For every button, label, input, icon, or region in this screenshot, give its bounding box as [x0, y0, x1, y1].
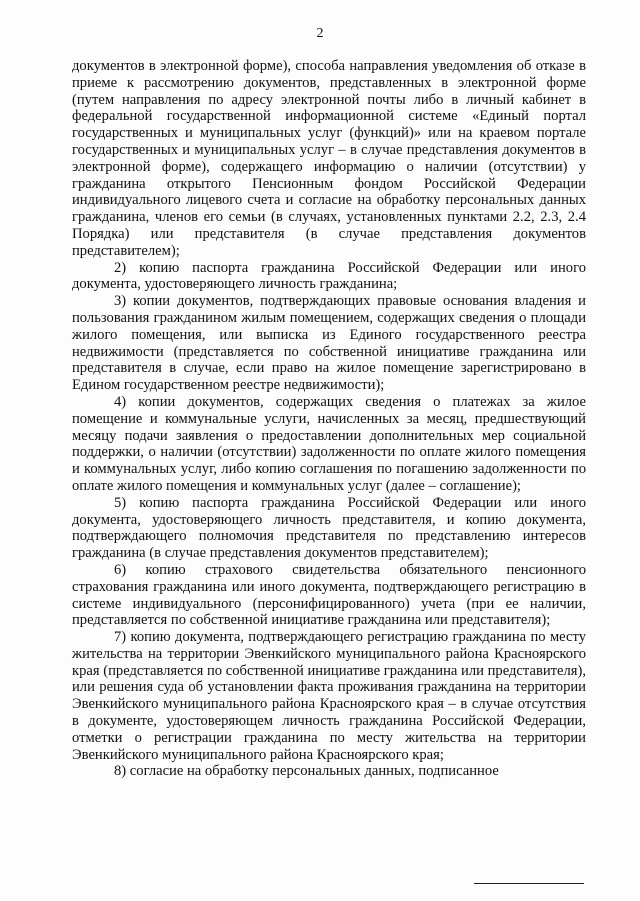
paragraph-item-2: 2) копию паспорта гражданина Российской Федерации или иного документа, удостоверяющего личность гражданина;: [72, 259, 586, 293]
page-number: 2: [316, 26, 324, 41]
paragraph-item-3: 3) копии документов, подтверждающих правовые основания владения и пользования гражданином жилым помещением, содержащих сведения о площади жилого помещения, или выписка из Единого государственного реестра недвижимости (представляется по собственной инициативе гражданина или представителя в случае, если право на жилое помещение зарегистрировано в Едином государственном реестре недвижимости);: [72, 293, 586, 394]
document-body: [72, 58, 586, 780]
paragraph-item-7: 7) копию документа, подтверждающего регистрацию гражданина по месту жительства на территории Эвенкийского муниципального района Красноярского края (представляется по собственной инициативе гражданина или представителя), или решения суда об установлении факта проживания гражданина на территории Эвенкийского муниципального района Красноярского края – в случае отсутствия в документе, удостоверяющем личность гражданина Российской Федерации, отметки о регистрации гражданина по месту жительства на территории Эвенкийского муниципального района Красноярского края;: [72, 629, 586, 763]
paragraph-item-4: 4) копии документов, содержащих сведения о платежах за жилое помещение и коммунальные услуги, начисленных за месяц, предшествующий месяцу подачи заявления о предоставлении дополнительных мер социальной поддержки, о наличии (отсутствии) задолженности по оплате жилого помещения и коммунальных услуг, либо копию соглашения по погашению задолженности по оплате жилого помещения и коммунальных услуг (далее – соглашение);: [72, 393, 586, 494]
paragraph-item-5: 5) копию паспорта гражданина Российской Федерации или иного документа, удостоверяющего личность представителя, и копию документа, подтверждающего полномочия представителя по представлению интересов гражданина (в случае представления документов представителем);: [72, 494, 586, 562]
footer-rule: [474, 883, 584, 884]
paragraph-item-6: 6) копию страхового свидетельства обязательного пенсионного страхования гражданина или иного документа, подтверждающего регистрацию в системе индивидуального (персонифицированного) учета (при ее наличии, представляется по собственной инициативе гражданина или представителя);: [72, 561, 586, 629]
paragraph-continuation: документов в электронной форме), способа направления уведомления об отказе в приеме к рассмотрению документов, представленных в электронной форме (путем направления по адресу электронной почты либо в личный кабинет в федеральной государственной информационной системе «Единый портал государственных и муниципальных услуг (функций)» или на краевом портале государственных и муниципальных услуг – в случае представления документов в электронной форме), содержащего информацию о наличии (отсутствии) у гражданина открытого Пенсионным фондом Российской Федерации индивидуального лицевого счета и согласие на обработку персональных данных гражданина, членов его семьи (в случаях, установленных пунктами 2.2, 2.3, 2.4 Порядка) или представителя (в случае представления документов представителем);: [72, 58, 586, 259]
paragraph-item-8: 8) согласие на обработку персональных данных, подписанное: [114, 763, 499, 780]
